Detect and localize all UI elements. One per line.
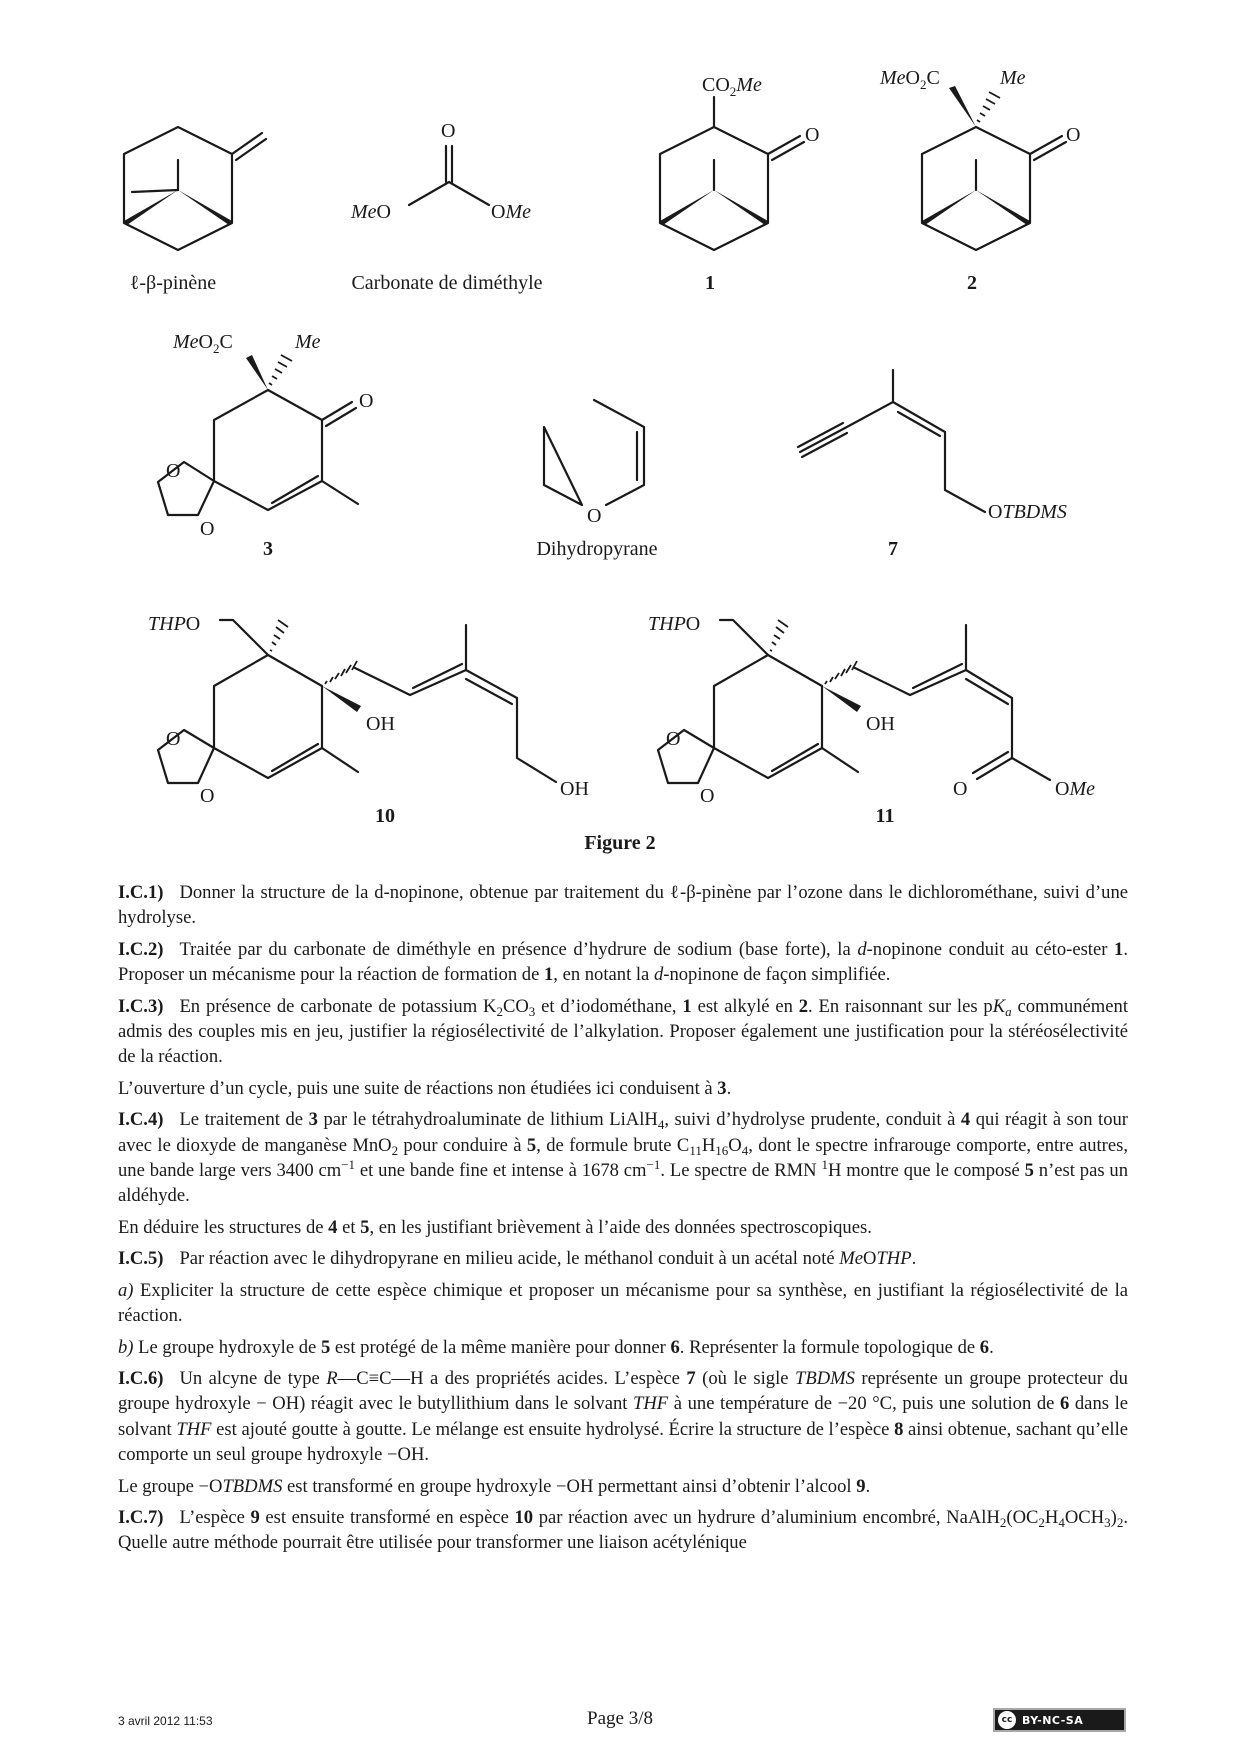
compound-11-structure <box>648 613 1095 827</box>
c10-dioxolane-o2-atom: O <box>200 785 215 807</box>
paragraph-ic4-deduce: En déduire les structures de 4 et 5, en les justifiant brièvement à l’aide des données spectroscopiques. <box>118 1216 872 1238</box>
carbonate-o-atom: O <box>441 120 456 142</box>
c2-me-atom: Me <box>1000 67 1026 89</box>
compound-3-label: 3 <box>263 538 273 560</box>
c3-ketone-o-atom: O <box>359 390 374 412</box>
c1-co2me-atom: $CO_2Me$ <box>702 74 762 99</box>
carbonate-ome-atom: OMe <box>491 201 531 223</box>
paragraph-ic3-note: L’ouverture d’un cycle, puis une suite de réactions non étudiées ici conduisent à 3. <box>118 1077 732 1099</box>
c11-carbonyl-o-atom: O <box>953 778 968 800</box>
c10-oh-atom: OH <box>366 713 395 735</box>
pinene-label: ℓ-β-pinène <box>129 272 217 294</box>
compound-10-label: 10 <box>375 805 395 827</box>
compound-11-label: 11 <box>875 805 895 827</box>
c3-me-atom: Me <box>295 331 321 353</box>
question-ic6: I.C.6) Un alcyne de type R—C≡C—H a des propriétés acides. L’espèce 7 (où le sigle TBDMS représente un groupe protecteur du groupe hydroxyle − OH) réagit avec le butyllithium dans le solvant THF à une température de −20 °C, puis une solution de 6 dans le solvant THF est ajouté goutte à goutte. Le mélange est ensuite hydrolysé. Écrire la structure de l’espèce 8 ainsi obtenue, sachant qu’elle comporte un seul groupe hydroxyle −OH. <box>118 1367 1128 1466</box>
figure-caption: Figure 2 <box>584 832 656 854</box>
compound-2-structure <box>879 67 1080 294</box>
compound-1-structure <box>660 74 819 294</box>
carbonate-meo-atom: MeO <box>351 201 391 223</box>
pinene-structure <box>124 127 266 294</box>
creative-commons-icon: cc <box>998 1711 1016 1729</box>
question-ic1: I.C.1) Donner la structure de la d-nopinone, obtenue par traitement du ℓ-β-pinène par l’ozone dans le dichlorométhane, suivi d’une hydrolyse. <box>118 882 1128 929</box>
license-label: BY-NC-SA <box>1022 1713 1084 1727</box>
license-badge[interactable] <box>993 1708 1126 1732</box>
dihydropyran-label: Dihydropyrane <box>536 538 658 560</box>
question-ic3: I.C.3) En présence de carbonate de potassium $K_2CO_3$ et d’iodométhane, 1 est alkylé en 2. En raisonnant sur les $pK_a$ communément admis des couples mis en jeu, justifier la régiosélectivité de l’alkylation. Proposer également une justification pour la stéréosélectivité de la réaction. <box>118 995 1128 1068</box>
dihydropyran-structure <box>536 400 657 560</box>
c11-oh-atom: OH <box>866 713 895 735</box>
c11-thpo-atom: THPO <box>648 613 701 635</box>
question-ic4: I.C.4) Le traitement de 3 par le tétrahydroaluminate de lithium LiAlH$_4$, suivi d’hydrolyse prudente, conduit à 4 qui réagit à son tour avec le dioxyde de manganèse MnO$_2$ pour conduire à 5, de formule brute $C_{11}H_{16}O_4$, dont le spectre infrarouge comporte, entre autres, une bande large vers 3400 $cm^{-1}$ et une bande fine et intense à 1678 $cm^{-1}$. Le spectre de RMN $^1$H montre que le composé 5 n’est pas un aldéhyde. <box>118 1109 1129 1207</box>
c7-otbdms-atom: OTBDMS <box>988 501 1067 523</box>
compound-10-structure <box>148 613 589 827</box>
c3-meo2c-atom: MeO$_2$C <box>173 331 233 356</box>
carbonate-structure <box>350 120 543 294</box>
question-ic7: I.C.7) L’espèce 9 est ensuite transformé en espèce 10 par réaction avec un hydrure d’aluminium encombré, $NaAlH_2(OC_2H_4OCH_3)_2$. Quelle autre méthode pourrait être utilisée pour transformer une liaison acétylénique <box>118 1506 1128 1554</box>
c2-o-atom: O <box>1066 124 1081 146</box>
carbonate-label: Carbonate de diméthyle <box>351 272 543 294</box>
c1-o-atom: O <box>805 124 820 146</box>
question-ic5: I.C.5) Par réaction avec le dihydropyrane en milieu acide, le méthanol conduit à un acétal noté MeOTHP. <box>118 1248 917 1270</box>
c11-ome-atom: OMe <box>1055 778 1095 800</box>
c10-dioxolane-o1-atom: O <box>166 728 181 750</box>
c3-dioxolane-o1-atom: O <box>166 460 181 482</box>
footer-date: 3 avril 2012 11:53 <box>118 1714 213 1728</box>
c10-terminal-oh-atom: OH <box>560 778 589 800</box>
c3-dioxolane-o2-atom: O <box>200 518 215 540</box>
c2-meo2c-atom: MeO$_2$C <box>880 67 940 92</box>
questions-body <box>118 880 1128 1562</box>
compound-7-structure <box>798 370 1067 560</box>
question-ic5-a: a) Expliciter la structure de cette espèce chimique et proposer un mécanisme pour sa synthèse, en justifiant la régiosélectivité de la réaction. <box>118 1279 1128 1327</box>
c11-dioxolane-o2-atom: O <box>700 785 715 807</box>
figure-2 <box>0 0 1240 830</box>
paragraph-ic6-note: Le groupe −OTBDMS est transformé en groupe hydroxyle −OH permettant ainsi d’obtenir l’alcool 9. <box>118 1475 871 1497</box>
c10-thpo-atom: THPO <box>148 613 201 635</box>
compound-7-label: 7 <box>888 538 898 560</box>
question-ic2: I.C.2) Traitée par du carbonate de diméthyle en présence d’hydrure de sodium (base forte), la d-nopinone conduit au céto-ester 1. Proposer un mécanisme pour la réaction de formation de 1, en notant la d-nopinone de façon simplifiée. <box>118 938 1128 986</box>
page-number: Page 3/8 <box>587 1708 653 1729</box>
compound-1-label: 1 <box>705 272 715 294</box>
question-ic5-b: b) Le groupe hydroxyle de 5 est protégé de la même manière pour donner 6. Représenter la formule topologique de 6. <box>118 1336 994 1358</box>
compound-2-label: 2 <box>967 272 977 294</box>
dhp-o-atom: O <box>587 505 602 527</box>
compound-3-structure <box>158 331 373 560</box>
c11-dioxolane-o1-atom: O <box>666 728 681 750</box>
